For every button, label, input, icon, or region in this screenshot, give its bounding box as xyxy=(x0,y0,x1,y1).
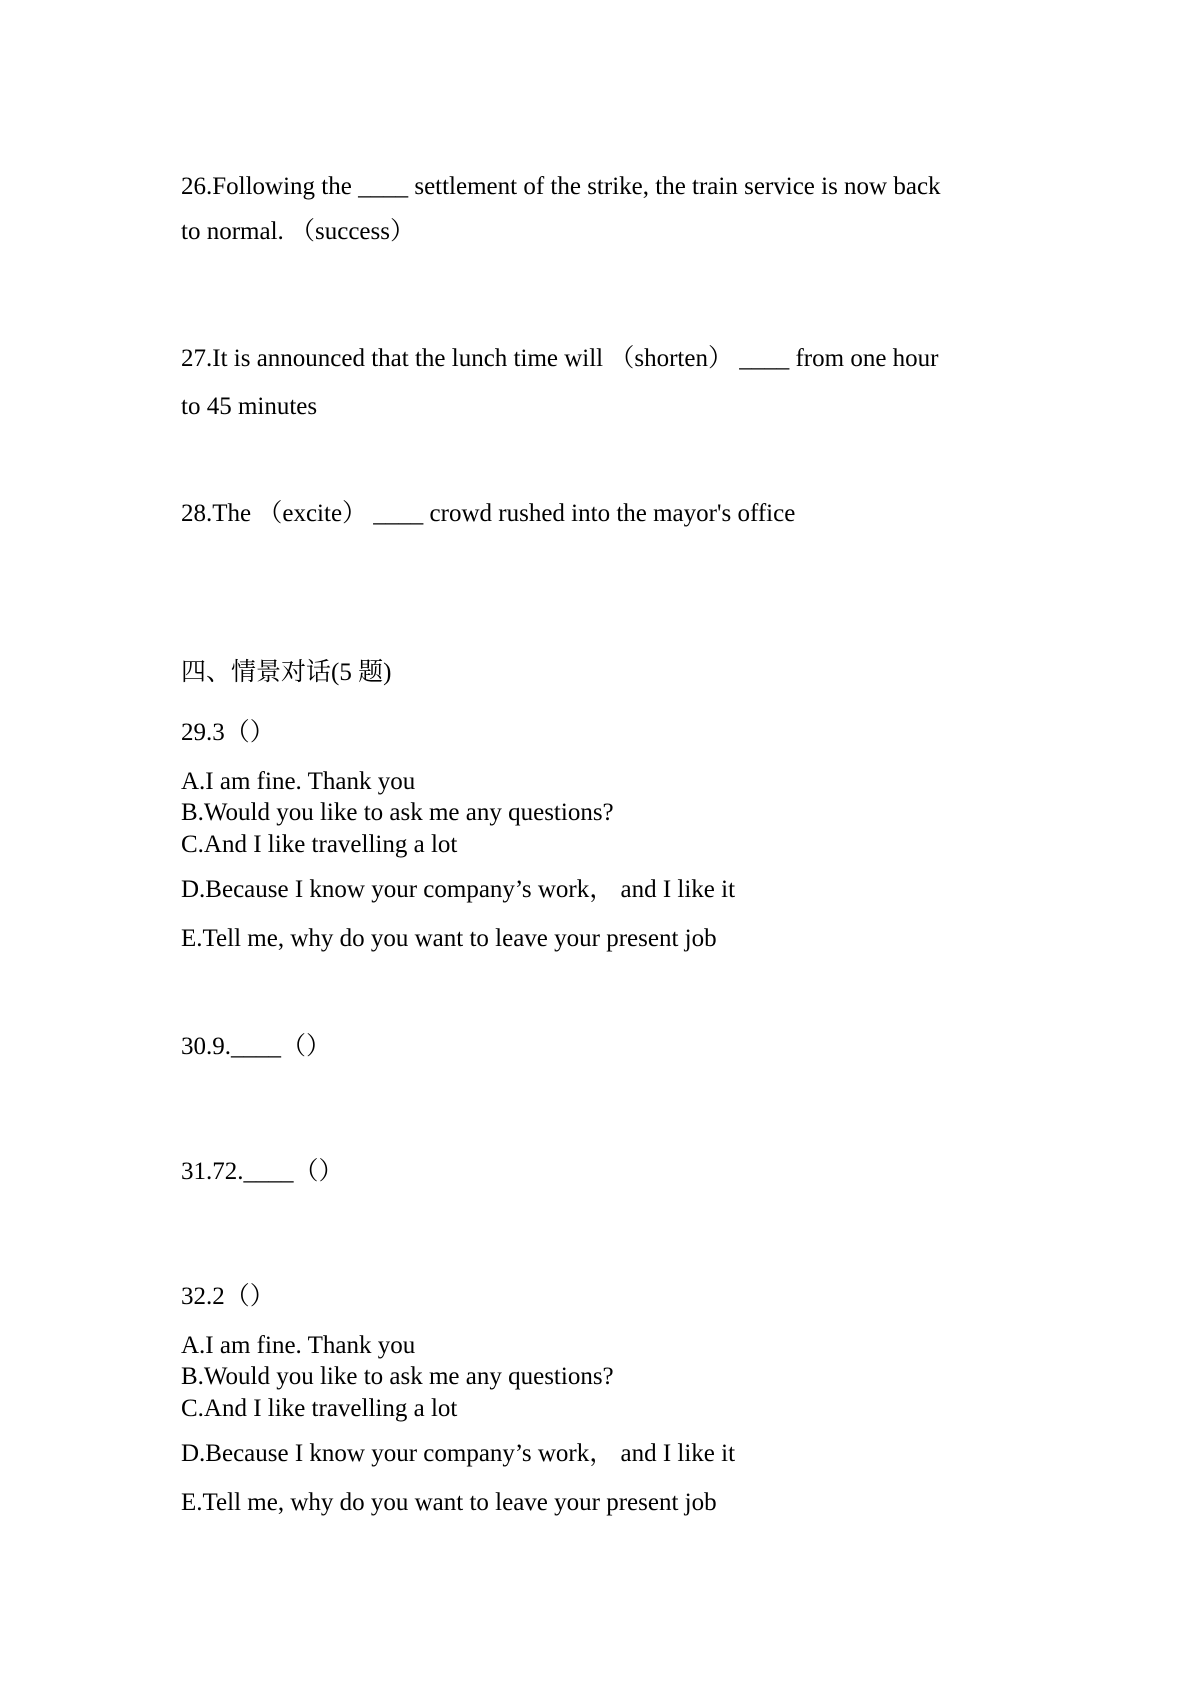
q29-option-a: A.I am fine. Thank you xyxy=(181,768,416,795)
q27-line2: to 45 minutes xyxy=(181,393,318,420)
q32-option-d: D.Because I know your company’s work， and I like it xyxy=(181,1440,736,1467)
q32-stem: 32.2（） xyxy=(181,1283,275,1310)
q29-stem: 29.3（） xyxy=(181,719,275,746)
q26-line2: to normal. （success） xyxy=(181,218,415,245)
q32-option-a: A.I am fine. Thank you xyxy=(181,1332,416,1359)
q32-option-b: B.Would you like to ask me any questions? xyxy=(181,1363,614,1390)
q29-option-e: E.Tell me, why do you want to leave your present job xyxy=(181,925,717,952)
q32-option-e: E.Tell me, why do you want to leave your present job xyxy=(181,1489,717,1516)
q32-option-c: C.And I like travelling a lot xyxy=(181,1395,458,1422)
q30-stem: 30.9.____（） xyxy=(181,1033,332,1060)
q28-line1: 28.The （excite） ____ crowd rushed into the mayor's office xyxy=(181,500,796,527)
section-4-heading: 四、情景对话(5 题) xyxy=(181,659,392,686)
q31-stem: 31.72.____（） xyxy=(181,1158,344,1185)
q29-option-c: C.And I like travelling a lot xyxy=(181,831,458,858)
q29-option-b: B.Would you like to ask me any questions? xyxy=(181,799,614,826)
q29-option-d: D.Because I know your company’s work， and I like it xyxy=(181,876,736,903)
q27-line1: 27.It is announced that the lunch time will （shorten） ____ from one hour xyxy=(181,345,939,372)
q26-line1: 26.Following the ____ settlement of the strike, the train service is now back xyxy=(181,173,941,200)
